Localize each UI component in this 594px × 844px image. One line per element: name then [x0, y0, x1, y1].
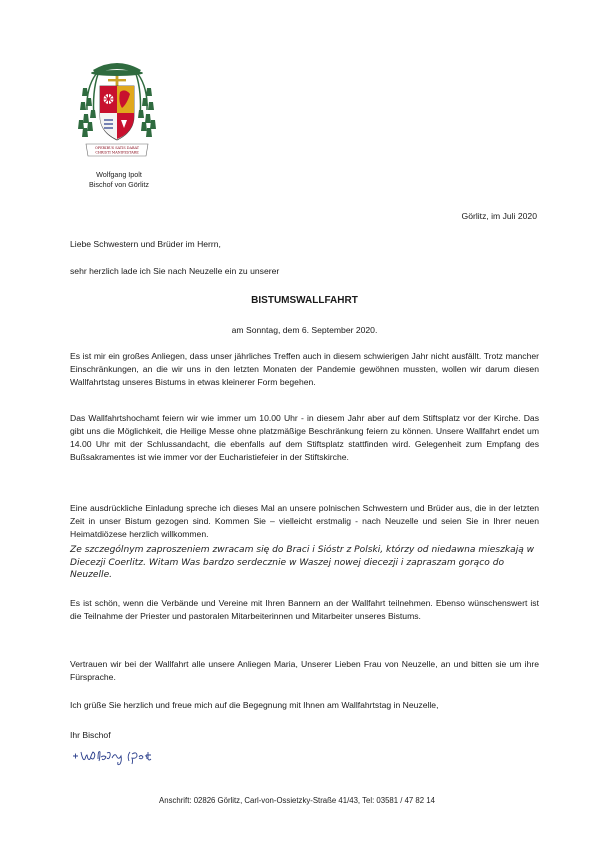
signature-image	[70, 747, 180, 767]
coat-of-arms-logo	[78, 58, 156, 166]
paragraph-polish: Ze szczególnym zaproszeniem zwracam się do Braci i Sióstr z Polski, którzy od niedawna mieszkają w Diecezji Coerlitz. Witam Was bardzo serdecznie w Waszej nowej diecezji i zapraszam gorąco do Neuzelle.	[70, 545, 535, 580]
sender-name: Wolfgang Ipolt	[96, 170, 142, 179]
intro-line: sehr herzlich lade ich Sie nach Neuzelle ein zu unserer	[70, 266, 280, 276]
greeting: Liebe Schwestern und Brüder im Herrn,	[70, 239, 221, 249]
closing: Ihr Bischof	[70, 730, 111, 740]
paragraph-mary: Vertrauen wir bei der Wallfahrt alle unsere Anliegen Maria, Unserer Lieben Frau von Neuzelle, an und bitten sie um ihre Fürsprache.	[70, 659, 539, 682]
paragraph-associations: Es ist schön, wenn die Verbände und Vereine mit Ihren Bannern an der Wallfahrt teilnehmen. Ebenso wünschenswert ist die Teilnahme der Priester und pastoralen Mitarbeiterinnen und Mitarbeiter unseres Bistums.	[70, 598, 539, 621]
event-title: BISTUMSWALLFAHRT	[251, 295, 358, 306]
paragraph-schedule: Das Wallfahrtshochamt feiern wir wie immer um 10.00 Uhr - in diesem Jahr aber auf dem Stiftsplatz vor der Kirche. Das gibt uns die Möglichkeit, die Heilige Messe ohne platzmäßige Beschränkung feiern zu können. Unsere Wallfahrt endet um 14.00 Uhr mit der Schlussandacht, die ebenfalls auf dem Stiftsplatz stattfinden wird. Gelegenheit zum Empfang des Bußsakramentes ist wie immer vor der Eucharistiefeier in der Stiftskirche.	[70, 413, 539, 462]
svg-text:CHRISTI MANIFESTARE: CHRISTI MANIFESTARE	[95, 150, 139, 155]
sender-role: Bischof von Görlitz	[89, 180, 149, 189]
paragraph-invitation: Eine ausdrückliche Einladung spreche ich dieses Mal an unsere polnischen Schwestern und Brüder aus, die in der letzten Zeit in unser Bistum gezogen sind. Kommen Sie – vielleicht erstmalig - nach Neuzelle und seien Sie in Ihrer neuen Heimatdiözese herzlich willkommen.	[70, 503, 539, 539]
footer-address: Anschrift: 02826 Görlitz, Carl-von-Ossietzky-Straße 41/43, Tel: 03581 / 47 82 14	[159, 796, 435, 805]
svg-text:OPERIBUS SATIS DABAT: OPERIBUS SATIS DABAT	[95, 146, 139, 150]
paragraph-intro: Es ist mir ein großes Anliegen, dass unser jährliches Treffen auch in diesem schwierigen Jahr nicht ausfällt. Trotz mancher Einschränkungen, an die wir uns in den letzten Monaten der Pandemie gewöhnen mussten, wollen wir darum diesen Wallfahrtstag unseres Bistums in etwas kleinerer Form begehen.	[70, 351, 539, 387]
letter-date: Görlitz, im Juli 2020	[461, 211, 537, 221]
sender-block	[74, 170, 164, 190]
paragraph-greeting: Ich grüße Sie herzlich und freue mich auf die Begegnung mit Ihnen am Wallfahrtstag in Neuzelle,	[70, 700, 439, 710]
event-date: am Sonntag, dem 6. September 2020.	[231, 325, 378, 335]
